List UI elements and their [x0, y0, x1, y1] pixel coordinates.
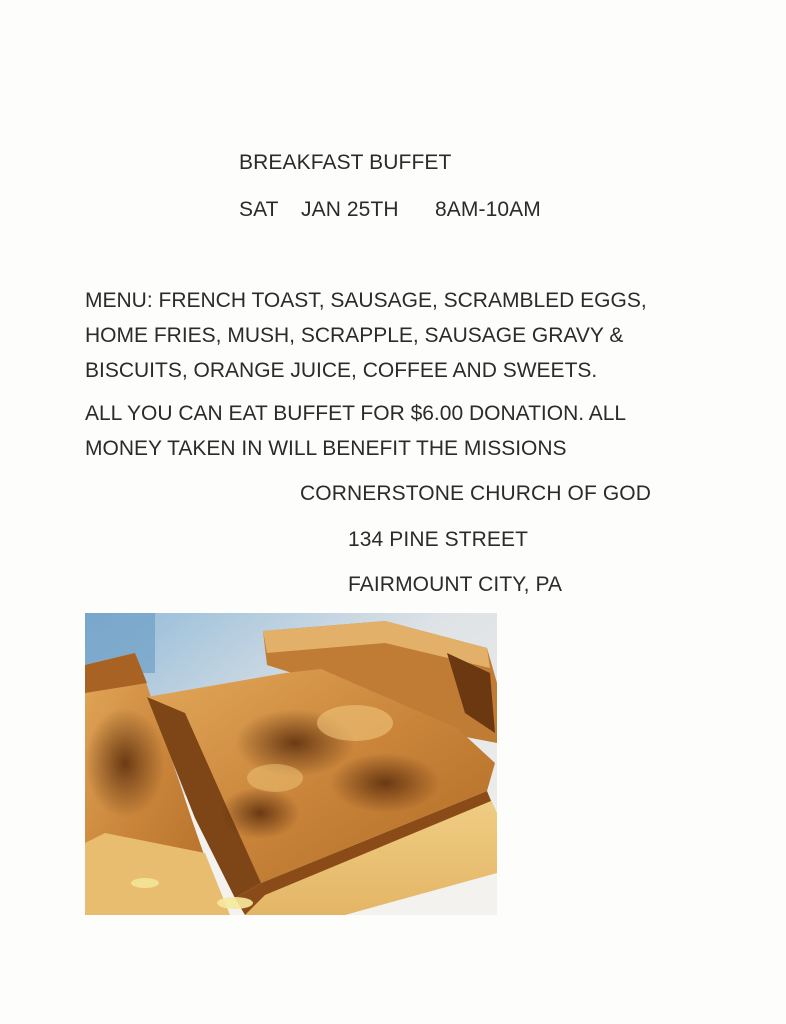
event-date: JAN 25TH [301, 198, 399, 221]
event-time: 8AM-10AM [435, 198, 541, 221]
street-address: 134 PINE STREET [348, 528, 529, 551]
buffet-paragraph [85, 396, 725, 466]
event-day: SAT [239, 198, 279, 221]
buffet-line: ALL YOU CAN EAT BUFFET FOR $6.00 DONATION. ALL [85, 402, 627, 425]
church-name: CORNERSTONE CHURCH OF GOD [300, 482, 651, 505]
menu-line: HOME FRIES, MUSH, SCRAPPLE, SAUSAGE GRAVY & [85, 324, 624, 347]
event-date-line [239, 195, 541, 225]
buffet-line: MONEY TAKEN IN WILL BENEFIT THE MISSIONS [85, 437, 567, 460]
french-toast-photo [85, 613, 497, 915]
menu-paragraph [85, 283, 725, 388]
event-title: BREAKFAST BUFFET [239, 151, 452, 174]
menu-line: MENU: FRENCH TOAST, SAUSAGE, SCRAMBLED EGGS, [85, 289, 647, 312]
menu-line: BISCUITS, ORANGE JUICE, COFFEE AND SWEETS. [85, 359, 598, 382]
city-state: FAIRMOUNT CITY, PA [348, 573, 563, 596]
